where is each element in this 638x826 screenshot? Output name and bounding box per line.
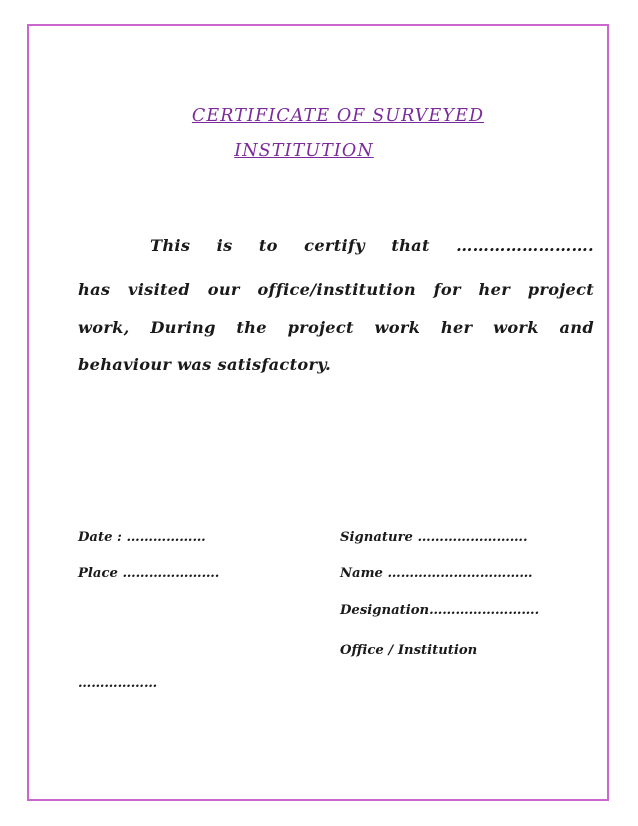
certificate-title-line2: INSTITUTION — [234, 141, 374, 161]
body-word: office/institution — [257, 280, 416, 299]
body-word: her — [478, 280, 511, 299]
designation-field: Designation……………………. — [340, 603, 540, 618]
body-word: has — [78, 280, 111, 299]
name-blank: ……………………. — [456, 236, 594, 255]
signature-field: Signature ……………………. — [340, 530, 528, 545]
body-word: work, — [78, 318, 130, 337]
body-word: the — [236, 318, 267, 337]
office-institution-field: Office / Institution — [340, 643, 478, 658]
body-word: work — [493, 318, 539, 337]
body-word: her — [440, 318, 473, 337]
body-word: This — [150, 236, 191, 255]
body-word: is — [216, 236, 233, 255]
body-line-2 — [78, 280, 594, 299]
body-word: project — [527, 280, 594, 299]
body-line-3 — [78, 318, 594, 337]
certificate-title-line1: CERTIFICATE OF SURVEYED — [191, 106, 485, 126]
body-word: to — [258, 236, 278, 255]
body-word: our — [207, 280, 240, 299]
office-institution-blank: ……………… — [78, 676, 158, 691]
body-word: visited — [128, 280, 191, 299]
place-field: Place …………………. — [78, 566, 220, 581]
date-field: Date : ……………… — [78, 530, 206, 545]
body-line-1 — [150, 236, 594, 255]
name-field: Name …………………………… — [340, 566, 533, 581]
body-word: certify — [304, 236, 365, 255]
body-word: work — [374, 318, 421, 337]
body-word: for — [433, 280, 461, 299]
body-word: project — [287, 318, 354, 337]
body-line-4: behaviour was satisfactory. — [78, 355, 332, 374]
body-word: that — [391, 236, 430, 255]
body-word: During — [150, 318, 216, 337]
body-word: and — [559, 318, 594, 337]
